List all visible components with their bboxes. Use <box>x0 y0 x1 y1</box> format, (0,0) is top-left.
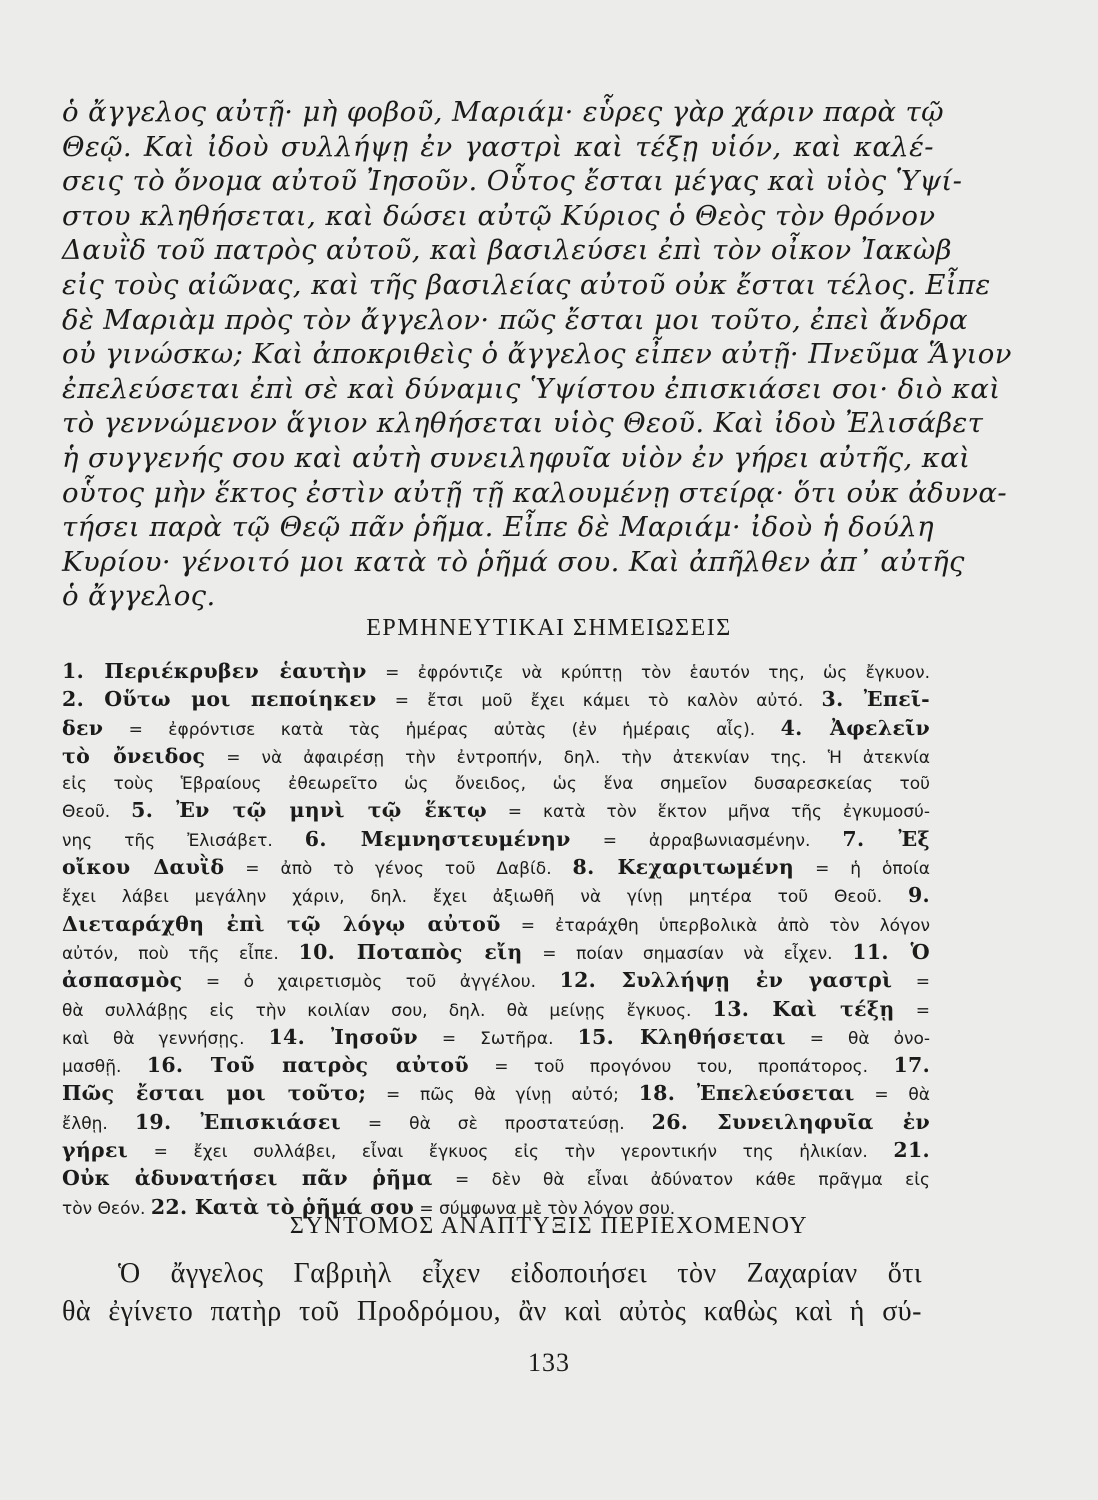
note-definition: = ἐφρόντιζε νὰ κρύπτῃ τὸν ἑαυτόν της, ὡς ἔγκυον. <box>366 663 930 683</box>
note-term: 11. Ὁ <box>852 939 930 964</box>
scripture-line: στου κληθήσεται, καὶ δώσει αὐτῷ Κύριος ὁ Θεὸς τὸν θρόνον <box>62 199 936 232</box>
note-definition: = ἐφρόντισε κατὰ τὰς ἡμέρας αὐτὰς (ἐν ἡμέραις αἷς). <box>103 719 781 740</box>
note-definition: Θεοῦ. <box>62 802 132 823</box>
note-term: 22. Κατὰ τὸ ῥῆμά σου <box>150 1194 414 1219</box>
note-term: τὸ ὄνειδος <box>62 743 206 768</box>
page-number: 133 <box>528 1348 570 1377</box>
note-line <box>62 658 930 686</box>
note-definition: = θὰ σὲ προστατεύσῃ. <box>340 1113 652 1134</box>
note-term: 19. Ἐπισκιάσει <box>134 1109 341 1134</box>
note-term: 17. <box>893 1053 931 1078</box>
note-line <box>62 996 930 1024</box>
note-line <box>62 1080 930 1108</box>
scripture-line: οὗτος μὴν ἕκτος ἐστὶν αὐτῇ τῇ καλουμένῃ στείρᾳ· ὅτι οὐκ ἀδυνα- <box>62 476 1008 509</box>
note-line <box>62 743 930 771</box>
note-term: 5. Ἐν τῷ μηνὶ τῷ ἕκτῳ <box>131 798 487 823</box>
note-term: 1. Περιέκρυβεν ἑαυτὴν <box>62 659 367 683</box>
note-line <box>62 686 930 714</box>
note-term: 15. Κληθήσεται <box>577 1024 786 1049</box>
note-line <box>62 1052 930 1080</box>
scripture-line: Δαυῒδ τοῦ πατρὸς αὐτοῦ, καὶ βασιλεύσει ἐπὶ τὸν οἶκον Ἰακὼβ <box>62 234 952 267</box>
note-definition: = ἡ ὁποία <box>794 859 930 880</box>
scripture-line: ἡ συγγενής σου καὶ αὐτὴ συνειληφυῖα υἱὸν ἐν γήρει αὐτῆς, καὶ <box>62 441 971 474</box>
note-definition: = τοῦ προγόνου του, προπάτορος. <box>468 1057 894 1078</box>
note-definition: = ἔχει συλλάβει, εἶναι ἔγκυος εἰς τὴν γεροντικήν της ἡλικίαν. <box>127 1142 894 1163</box>
note-term: Διεταράχθη ἐπὶ τῷ λόγῳ αὐτοῦ <box>62 911 501 936</box>
scripture-line: τήσει παρὰ τῷ Θεῷ πᾶν ῥῆμα. Εἶπε δὲ Μαριάμ· ἰδοὺ ἡ δούλη <box>62 511 934 544</box>
note-definition: = θὰ <box>854 1085 930 1106</box>
note-term: 14. Ἰησοῦν <box>268 1024 418 1049</box>
note-term: Οὐκ ἀδυνατήσει πᾶν ῥῆμα <box>62 1166 433 1191</box>
note-term: 16. Τοῦ πατρὸς αὐτοῦ <box>146 1053 469 1078</box>
note-definition: = ἀρραβωνιασμένην. <box>570 830 843 851</box>
note-definition: = θὰ ὀνο- <box>785 1028 931 1049</box>
note-definition: = ὁ χαιρετισμὸς τοῦ ἀγγέλου. <box>182 972 560 993</box>
note-line <box>62 1109 930 1137</box>
scripture-line: τὸ γεννώμενον ἅγιον κληθήσεται υἱὸς Θεοῦ. Καὶ ἰδοὺ Ἐλισάβετ <box>62 407 984 440</box>
note-term: Πῶς ἔσται μοι τοῦτο; <box>62 1081 367 1106</box>
note-line <box>62 797 930 825</box>
note-definition: = πῶς θὰ γίνῃ αὐτό; <box>366 1085 639 1106</box>
note-term: 13. Καὶ τέξῃ <box>712 996 895 1021</box>
interpretive-notes <box>62 658 930 1222</box>
scripture-line: ὁ ἄγγελος. <box>62 580 216 613</box>
note-term: 10. Ποταπὸς εἴη <box>298 939 523 964</box>
summary-heading: ΣΥΝΤΟΜΟΣ ΑΝΑΠΤΥΞΙΣ ΠΕΡΙΕΧΟΜΕΝΟΥ <box>289 1213 809 1239</box>
note-definition: εἰς τοὺς Ἑβραίους ἐθεωρεῖτο ὡς ὄνειδος, ὡς ἕνα σημεῖον δυσαρεσκείας τοῦ <box>62 774 930 795</box>
note-definition: τὸν Θεόν. <box>62 1198 151 1219</box>
note-definition: = <box>894 1000 930 1021</box>
note-term: 9. <box>907 883 930 908</box>
note-definition: = ἐταράχθη ὑπερβολικὰ ἀπὸ τὸν λόγον <box>500 915 930 936</box>
note-definition: θὰ συλλάβῃς εἰς τὴν κοιλίαν σου, δηλ. θὰ μείνῃς ἔγκυος. <box>62 1000 713 1021</box>
note-line <box>62 854 930 882</box>
note-line <box>62 771 930 797</box>
note-definition: ἔλθῃ. <box>62 1113 135 1134</box>
note-term: 8. Κεχαριτωμένη <box>572 855 795 880</box>
note-definition: = νὰ ἀφαιρέσῃ τὴν ἐντροπήν, δηλ. τὴν ἀτεκνίαν της. Ἡ ἀτεκνία <box>205 747 930 768</box>
note-line <box>62 882 930 910</box>
note-term: 26. Συνειληφυῖα ἐν <box>651 1109 930 1134</box>
note-line <box>62 1137 930 1165</box>
note-term: γήρει <box>62 1138 128 1163</box>
note-term: 2. Οὕτω μοι πεποίηκεν <box>62 687 377 712</box>
note-definition: = σύμφωνα μὲ τὸν λόγον σου. <box>413 1198 676 1219</box>
note-definition: = ἀπὸ τὸ γένος τοῦ Δαβίδ. <box>224 859 573 880</box>
note-line <box>62 939 930 967</box>
note-definition: ἔχει λάβει μεγάλην χάριν, δηλ. ἔχει ἀξιωθῆ νὰ γίνῃ μητέρα τοῦ Θεοῦ. <box>62 887 908 908</box>
note-term: 4. Ἀφελεῖν <box>780 715 931 740</box>
note-line <box>62 967 930 995</box>
summary-line: θὰ ἐγίνετο πατὴρ τοῦ Προδρόμου, ἂν καὶ αὐτὸς καθὼς καὶ ἡ σύ- <box>62 1296 922 1327</box>
note-definition: = δὲν θὰ εἶναι ἀδύνατον κάθε πρᾶγμα εἰς <box>432 1170 930 1191</box>
scripture-line: Κυρίου· γένοιτό μοι κατὰ τὸ ῥῆμά σου. Καὶ ἀπῆλθεν ἀπ᾿ αὐτῆς <box>62 545 965 578</box>
note-line <box>62 826 930 854</box>
note-term: 7. Ἐξ <box>842 826 930 851</box>
note-line <box>62 1165 930 1193</box>
note-definition: = ποίαν σημασίαν νὰ εἶχεν. <box>522 943 853 964</box>
summary-paragraph <box>62 1255 922 1331</box>
note-definition: = Σωτῆρα. <box>417 1028 578 1049</box>
summary-line: Ὁ ἄγγελος Γαβριὴλ εἶχεν εἰδοποιήσει τὸν Ζαχαρίαν ὅτι <box>118 1258 922 1289</box>
note-definition: = ἔτσι μοῦ ἔχει κάμει τὸ καλὸν αὐτό. <box>376 691 822 712</box>
note-definition: μασθῇ. <box>62 1057 147 1078</box>
note-term: δεν <box>62 715 104 740</box>
note-definition: καὶ θὰ γεννήσῃς. <box>62 1028 269 1049</box>
scripture-passage <box>62 95 1012 614</box>
note-term: 21. <box>893 1138 930 1163</box>
note-definition: αὐτόν, ποὺ τῆς εἶπε. <box>62 943 299 964</box>
note-term: 12. Συλλήψῃ ἐν γαστρὶ <box>559 968 893 993</box>
note-definition: = κατὰ τὸν ἕκτον μῆνα τῆς ἐγκυμοσύ- <box>486 802 930 823</box>
scripture-line: δὲ Μαριὰμ πρὸς τὸν ἄγγελον· πῶς ἔσται μοι τοῦτο, ἐπεὶ ἄνδρα <box>62 303 968 336</box>
note-line <box>62 715 930 743</box>
note-term: οἴκου Δαυῒδ <box>62 855 225 880</box>
note-term: ἀσπασμὸς <box>62 968 183 993</box>
note-term: 18. Ἐπελεύσεται <box>638 1081 855 1106</box>
scripture-line: ὁ ἄγγελος αὐτῇ· μὴ φοβοῦ, Μαριάμ· εὗρες γὰρ χάριν παρὰ τῷ <box>62 96 944 128</box>
scripture-line: σεις τὸ ὄνομα αὐτοῦ Ἰησοῦν. Οὗτος ἔσται μέγας καὶ υἱὸς Ὑψί- <box>62 165 963 198</box>
notes-heading: ΕΡΜΗΝΕΥΤΙΚΑΙ ΣΗΜΕΙΩΣΕΙΣ <box>366 615 732 641</box>
note-line <box>62 1024 930 1052</box>
scripture-line: εἰς τοὺς αἰῶνας, καὶ τῆς βασιλείας αὐτοῦ οὐκ ἔσται τέλος. Εἶπε <box>62 268 991 301</box>
scripture-line: οὐ γινώσκω; Καὶ ἀποκριθεὶς ὁ ἄγγελος εἶπεν αὐτῇ· Πνεῦμα Ἅγιον <box>62 338 1012 371</box>
scripture-line: Θεῷ. Καὶ ἰδοὺ συλλήψῃ ἐν γαστρὶ καὶ τέξῃ υἱόν, καὶ καλέ- <box>62 130 934 163</box>
note-definition: = <box>892 972 930 993</box>
note-term: 6. Μεμνηστευμένην <box>304 826 571 851</box>
note-definition: νης τῆς Ἐλισάβετ. <box>62 830 305 851</box>
note-term: 3. Ἐπεῖ- <box>821 687 930 712</box>
scripture-line: ἐπελεύσεται ἐπὶ σὲ καὶ δύναμις Ὑψίστου ἐπισκιάσει σοι· διὸ καὶ <box>62 372 1001 405</box>
note-line <box>62 911 930 939</box>
